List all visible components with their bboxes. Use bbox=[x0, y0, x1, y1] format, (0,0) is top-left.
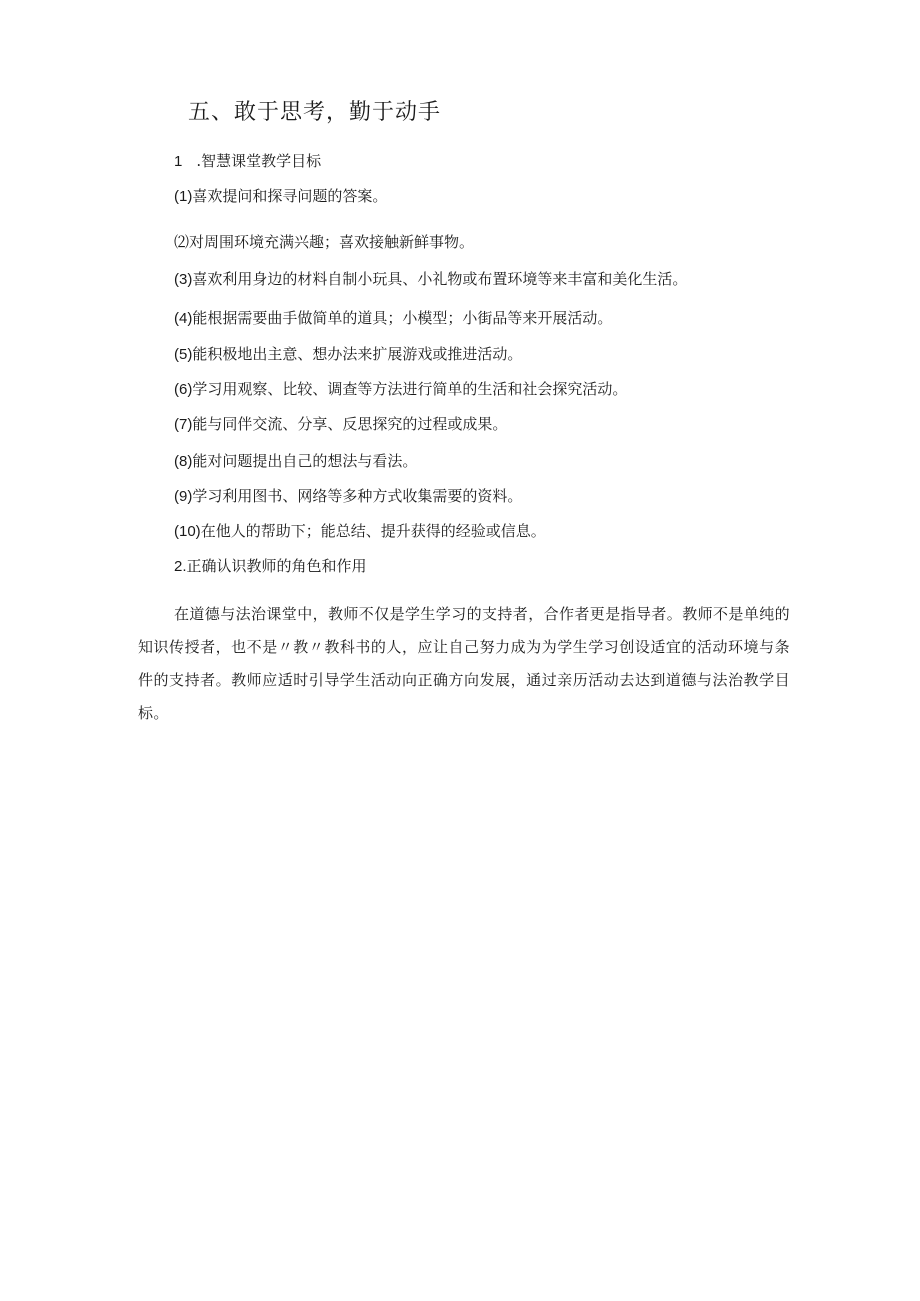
subsection-1-label: .智慧课堂教学目标 bbox=[196, 152, 322, 170]
goal-item-2: ⑵对周围环境充满兴趣；喜欢接触新鲜事物。 bbox=[174, 233, 475, 251]
goal-item-7: (7)能与同伴交流、分享、反思探究的过程或成果。 bbox=[174, 415, 508, 433]
subsection-2-title bbox=[174, 555, 367, 578]
subsection-2-label: 正确认识教师的角色和作用 bbox=[186, 557, 367, 575]
section-heading: 五、敢于思考，勤于动手 bbox=[188, 100, 442, 125]
body-paragraph: 在道德与法治课堂中，教师不仅是学生学习的支持者，合作者更是指导者。教师不是单纯的知识传授者，也不是〃教〃教科书的人，应让自己努力成为为学生学习创设适宜的活动环境与条件的支持者。教师应适时引导学生活动向正确方向发展，通过亲历活动去达到道德与法治教学目标。 bbox=[138, 605, 791, 722]
goal-item-6: (6)学习用观察、比较、调查等方法进行简单的生活和社会探究活动。 bbox=[174, 380, 628, 398]
goal-item-8: (8)能对问题提出自己的想法与看法。 bbox=[174, 452, 418, 470]
goal-item-4: (4)能根据需要曲手做简单的道具；小模型；小街品等来开展活动。 bbox=[174, 309, 613, 327]
goal-item-1: (1)喜欢提问和探寻问题的答案。 bbox=[174, 187, 388, 205]
goal-item-5: (5)能积极地出主意、想办法来扩展游戏或推进活动。 bbox=[174, 345, 523, 363]
subsection-1-number: 1 bbox=[174, 153, 183, 170]
subsection-2-number: 2. bbox=[174, 558, 187, 575]
subsection-1-title bbox=[174, 150, 321, 173]
goal-item-9: (9)学习利用图书、网络等多种方式收集需要的资料。 bbox=[174, 487, 523, 505]
goal-item-10: (10)在他人的帮助下；能总结、提升获得的经验或信息。 bbox=[174, 522, 546, 540]
goal-item-3: (3)喜欢利用身边的材料自制小玩具、小礼物或布置环境等来丰富和美化生活。 bbox=[174, 270, 688, 288]
